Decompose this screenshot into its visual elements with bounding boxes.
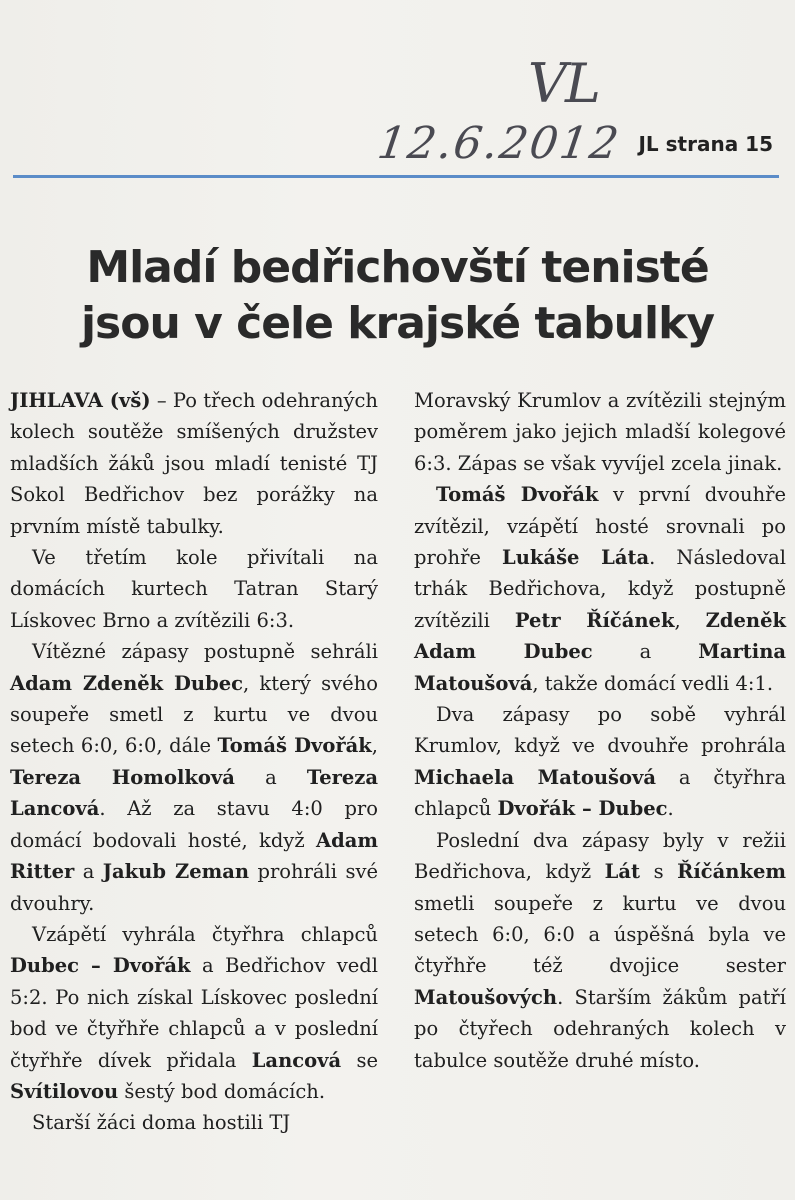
paragraph-8: Dva zápasy po sobě vyhrál Krumlov, když ve dvouhře prohrála Michaela Matoušová a čtyřhra chlapců Dvořák – Dubec. (414, 703, 787, 821)
headline-line-2: jsou v čele krajské tabulky (80, 298, 715, 349)
header-rule (13, 175, 779, 178)
paragraph-7: Tomáš Dvořák v první dvouhře zvítězil, vzápětí hosté srovnali po prohře Lukáše Láta. Následoval trhák Bedřichova, když postupně zvítězili Petr Říčánek, Zdeněk Adam Dubec a Martina Matoušová, takže domácí vedli 4:1. (414, 483, 787, 695)
article-column-left (10, 385, 378, 1139)
handwritten-mark: VL (528, 52, 599, 115)
paragraph-2: Ve třetím kole přivítali na domácích kurtech Tatran Starý Lískovec Brno a zvítězili 6:3. (10, 546, 378, 632)
paragraph-5: Starší žáci doma hostili TJ (32, 1111, 291, 1135)
paragraph-4: Vzápětí vyhrála čtyřhra chlapců Dubec – Dvořák a Bedřichov vedl 5:2. Po nich získal Lískovec poslední bod ve čtyřhře chlapců a v poslední čtyřhře dívek přidala Lancová se Svítilovou šestý bod domácích. (10, 922, 379, 1103)
article-headline (20, 240, 775, 352)
article-column-right (414, 385, 786, 1076)
paragraph-3: Vítězné zápasy postupně sehráli Adam Zdeněk Dubec, který svého soupeře smetl z kurtu ve dvou setech 6:0, 6:0, dále Tomáš Dvořák, Tereza Homolková a Tereza Lancová. Až za stavu 4:0 pro domácí bodovali hosté, když Adam Ritter a Jakub Zeman prohráli své dvouhry. (10, 640, 379, 915)
handwritten-date: 12.6.2012 (374, 118, 624, 169)
paragraph-9: Poslední dva zápasy byly v režii Bedřichova, když Lát s Říčánkem smetli soupeře z kurtu ve dvou setech 6:0, 6:0 a úspěšná byla ve čtyřhře též dvojice sester Matoušových. Starším žákům patří po čtyřech odehraných kolech v tabulce soutěže druhé místo. (414, 828, 786, 1072)
paragraph-6: Moravský Krumlov a zvítězili stejným poměrem jako jejich mladší kolegové 6:3. Zápas se však vyvíjel zcela jinak. (414, 389, 786, 475)
headline-line-1: Mladí bedřichovští tenisté (86, 242, 709, 293)
page-reference: JL strana 15 (638, 132, 773, 156)
paragraph-1: JIHLAVA (vš) – Po třech odehraných kolech soutěže smíšených družstev mladších žáků jsou mladí tenisté TJ Sokol Bedřichov bez porážky na prvním místě tabulky. (10, 389, 378, 538)
dateline: JIHLAVA (vš) (10, 389, 151, 412)
